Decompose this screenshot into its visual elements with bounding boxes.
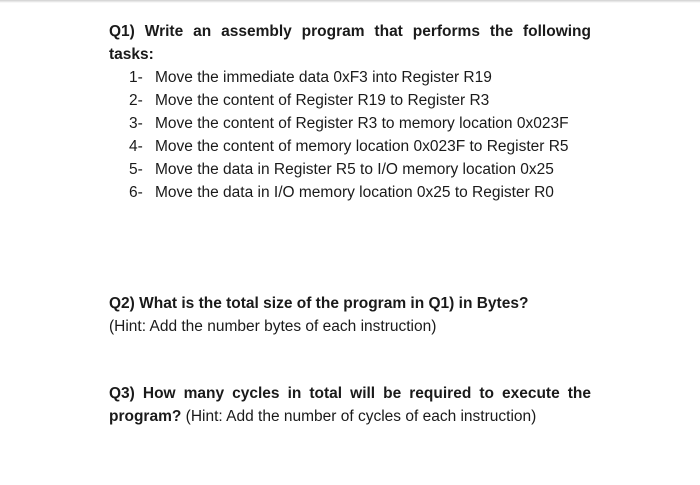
- question-3: [109, 382, 591, 428]
- task-item: [109, 66, 591, 89]
- task-item: [109, 135, 591, 158]
- task-number: 3-: [129, 115, 143, 132]
- task-text: Move the data in Register R5 to I/O memory location 0x25: [155, 161, 554, 178]
- task-item: [109, 112, 591, 135]
- task-number: 1-: [129, 69, 143, 86]
- question-3-text: [109, 382, 591, 428]
- task-item: [109, 89, 591, 112]
- question-1: [109, 20, 591, 204]
- task-text: Move the content of memory location 0x023F to Register R5: [155, 138, 569, 155]
- task-number: 6-: [129, 184, 143, 201]
- task-text: Move the immediate data 0xF3 into Register R19: [155, 69, 492, 86]
- task-list: [109, 66, 591, 204]
- question-2: [109, 292, 591, 338]
- question-1-heading: Q1) Write an assembly program that performs the following tasks:: [109, 23, 591, 63]
- task-number: 4-: [129, 138, 143, 155]
- question-3-hint: (Hint: Add the number of cycles of each instruction): [185, 408, 537, 425]
- task-item: [109, 158, 591, 181]
- page-top-edge: [0, 0, 700, 3]
- task-number: 2-: [129, 92, 143, 109]
- task-text: Move the data in I/O memory location 0x25 to Register R0: [155, 184, 554, 201]
- question-2-heading: Q2) What is the total size of the program in Q1) in Bytes?: [109, 295, 529, 312]
- task-item: [109, 181, 591, 204]
- task-text: Move the content of Register R3 to memory location 0x023F: [155, 115, 569, 132]
- question-2-hint: (Hint: Add the number bytes of each instruction): [109, 318, 437, 335]
- question-3-heading: Q3) How many cycles in total will be required to execute the program?: [109, 385, 591, 425]
- task-text: Move the content of Register R19 to Register R3: [155, 92, 490, 109]
- task-number: 5-: [129, 161, 143, 178]
